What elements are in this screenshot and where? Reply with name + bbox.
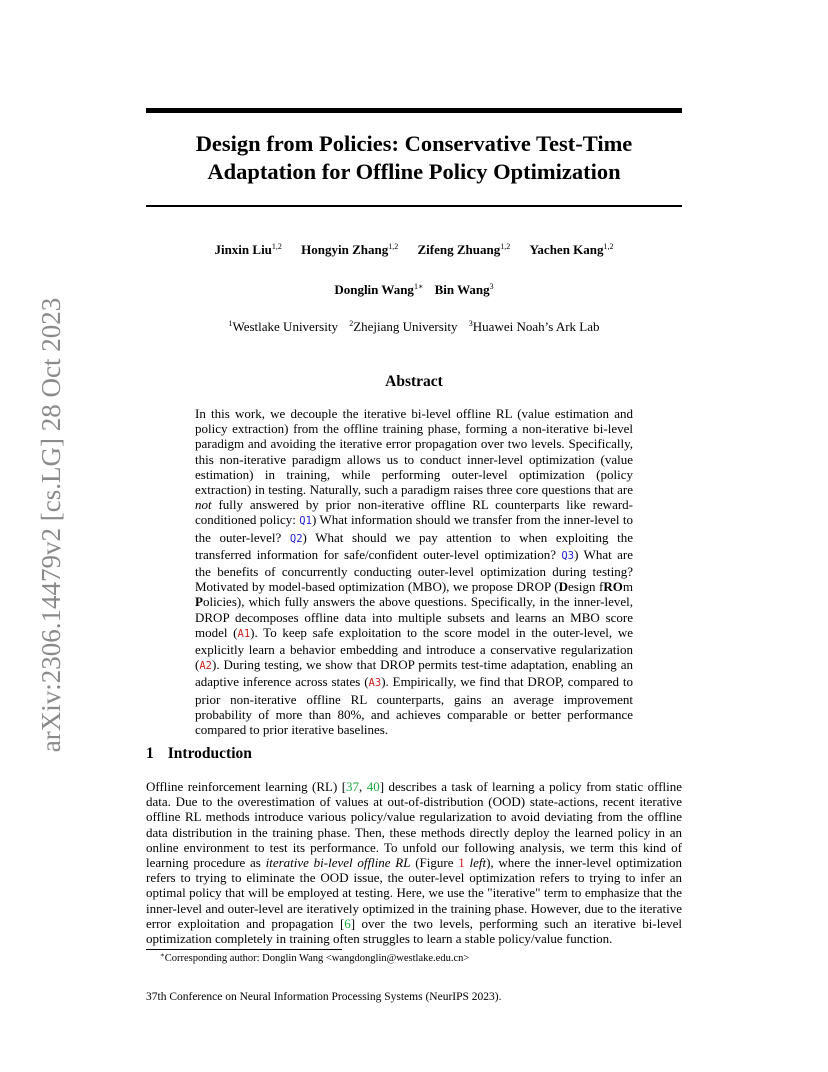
affiliation: $^2$Zhejiang University — [349, 319, 458, 334]
title-line-2: Adaptation for Offline Policy Optimization — [207, 159, 621, 184]
arxiv-stamp: arXiv:2306.14479v2 [cs.LG] 28 Oct 2023 — [36, 297, 66, 753]
question-link-q2[interactable]: Q2 — [289, 532, 303, 545]
answer-link-a1[interactable]: A1 — [237, 627, 251, 640]
author: Donglin Wang$^{1∗}$ — [334, 282, 424, 297]
title-bottom-rule — [146, 205, 682, 207]
citation-link[interactable]: 40 — [366, 779, 380, 794]
citation-link[interactable]: 37 — [346, 779, 360, 794]
venue-note: 37th Conference on Neural Information Processing Systems (NeurIPS 2023). — [146, 991, 502, 1003]
footnote: ∗Corresponding author: Donglin Wang <wangdonglin@westlake.edu.cn> — [160, 951, 470, 964]
author: Bin Wang$^3$ — [434, 282, 494, 297]
answer-link-a3[interactable]: A3 — [368, 677, 382, 690]
question-link-q1[interactable]: Q1 — [299, 515, 312, 528]
author: Jinxin Liu$^{1,2}$ — [214, 242, 282, 257]
affiliation: $^1$Westlake University — [228, 319, 338, 334]
question-link-q3[interactable]: Q3 — [561, 549, 575, 562]
author-row-1 — [146, 242, 682, 258]
citation-link[interactable]: 6 — [344, 915, 351, 931]
section-heading: 1 Introduction — [146, 745, 252, 762]
author: Zifeng Zhuang$^{1,2}$ — [417, 242, 511, 257]
abstract-heading: Abstract — [385, 373, 443, 390]
author: Yachen Kang$^{1,2}$ — [529, 242, 614, 257]
paper-title — [146, 130, 682, 186]
footnote-rule — [146, 949, 342, 950]
abstract-text: In this work, we decouple the iterative bi-level offline RL (value estimation and policy extraction) from the offline training phase, forming a non-iterative bi-level paradigm and avoiding the iterative error propagation over two levels. Specifically, this non-iterative paradigm allows us to conduct inner-level optimization (value estimation) in training, while performing outer-level optimization (policy extraction) in testing. Naturally, such a paradigm raises three core questions that are not fully answered by prior non-iterative offline RL counterparts like reward-conditioned policy: Q1) What information should we transfer from the inner-level to the outer-level? Q2) What should we pay attention to when exploiting the transferred information for safe/confident outer-level optimization? Q3) What are the benefits of concurrently conducting outer-level optimization during testing? Motivated by model-based optimization (MBO), we propose DROP (Design fROm Policies), which fully answers the above questions. Specifically, in the inner-level, DROP decomposes offline data into multiple subsets and learns an MBO score model (A1). To keep safe exploitation to the score model in the outer-level, we explicitly learn a behavior embedding and introduce a conservative regularization (A2). During testing, we show that DROP permits test-time adaptation, enabling an adaptive inference across states (A3). Empirically, we find that DROP, compared to prior non-iterative offline RL counterparts, gains an average improvement probability of more than 80%, and achieves comparable or better performance compared to prior iterative baselines. — [195, 406, 633, 738]
author: Hongyin Zhang$^{1,2}$ — [301, 242, 399, 257]
title-line-1: Design from Policies: Conservative Test-Time — [195, 131, 633, 156]
author-row-2 — [146, 282, 682, 298]
affiliations — [146, 319, 682, 335]
answer-link-a2[interactable]: A2 — [199, 660, 212, 673]
introduction-text: Offline reinforcement learning (RL) [37, 40] describes a task of learning a policy from static offline data. Due to the overestimation of values at out-of-distribution (OOD) state-actions, recent iterative offline RL methods introduce various policy/value regularization to avoid deviating from the offline data distribution in the training phase. Then, these methods directly deploy the learned policy in an online environment to test its performance. To unfold our following analysis, we term this kind of learning procedure as iterative bi-level offline RL (Figure 1 left), where the inner-level optimization refers to trying to eliminate the OOD issue, the outer-level optimization refers to trying to infer an optimal policy that will be employed at testing. Here, we use the "iterative" term to emphasize that the inner-level and outer-level are iteratively optimized in the training phase. However, due to the iterative error exploitation and propagation [6] over the two levels, performing such an iterative bi-level optimization completely in training often struggles to learn a stable policy/value function. — [146, 779, 683, 947]
figure-link[interactable]: 1 — [458, 855, 465, 871]
affiliation: $^3$Huawei Noah’s Ark Lab — [468, 319, 600, 334]
title-top-rule — [146, 108, 682, 113]
